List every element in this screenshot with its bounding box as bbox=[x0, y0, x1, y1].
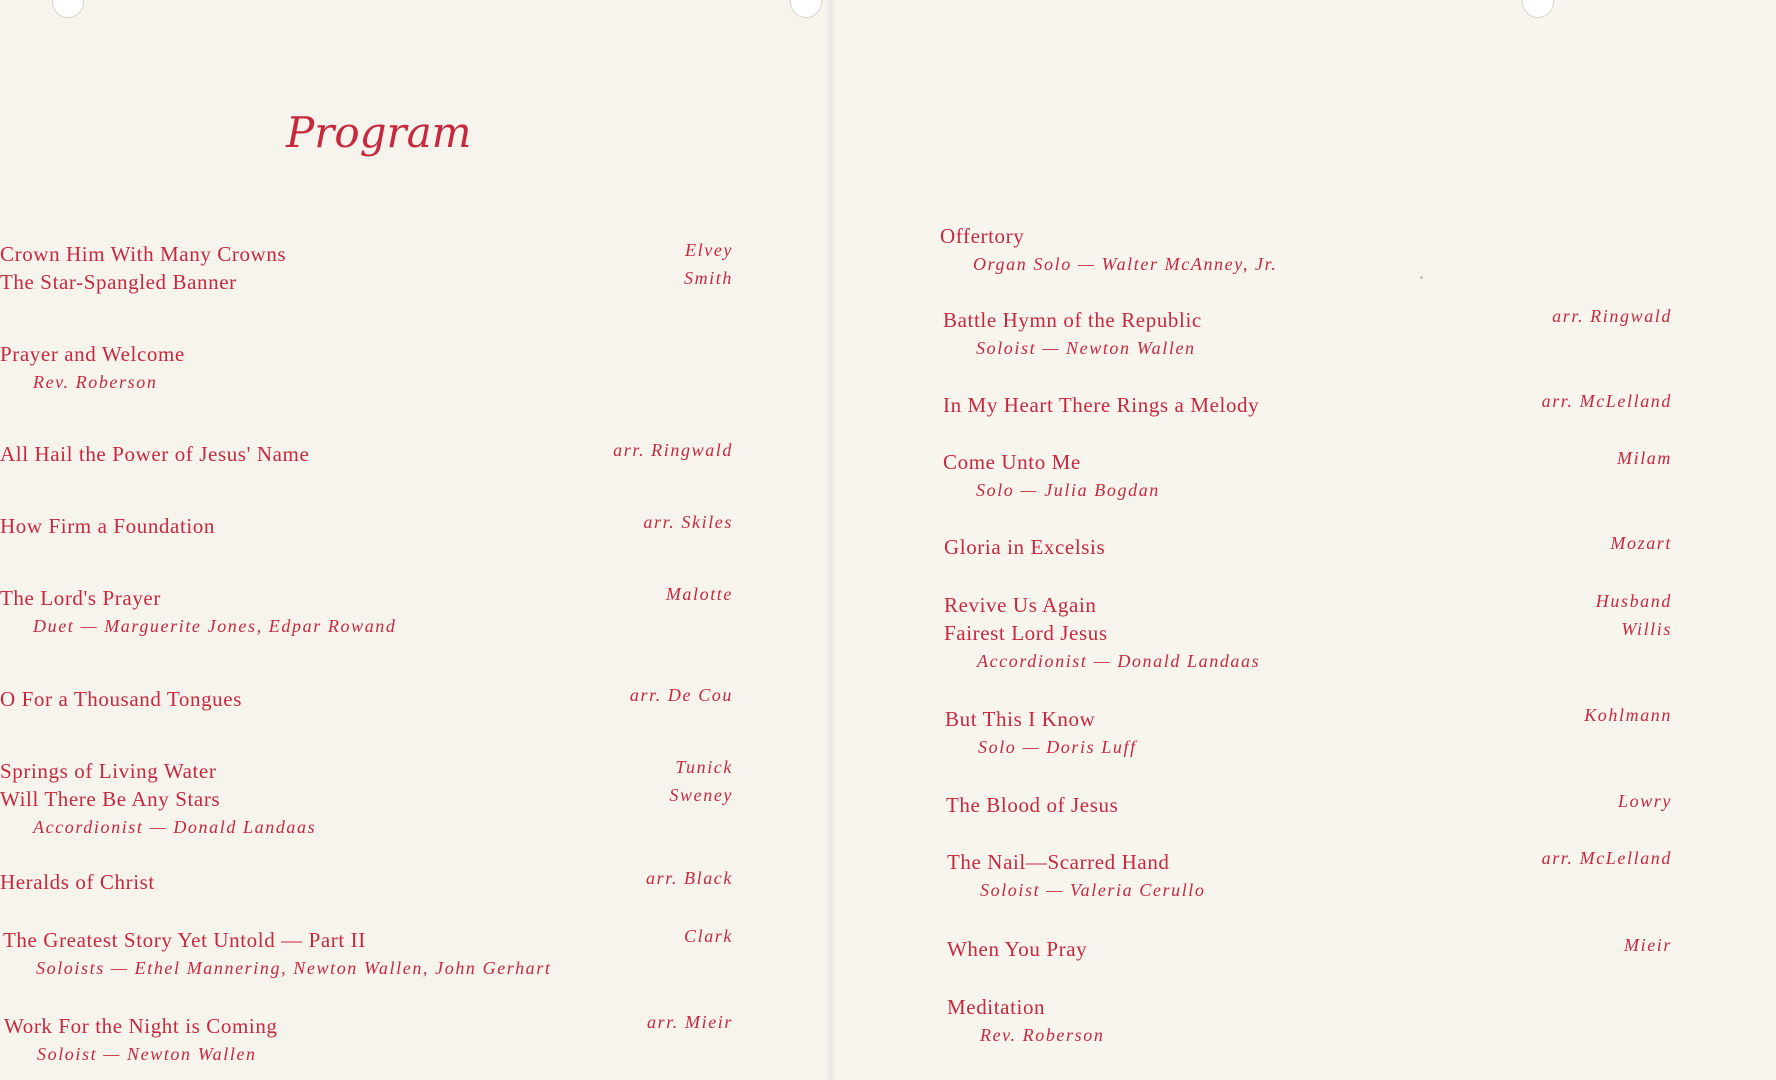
piece-title: The Nail—Scarred Hand bbox=[947, 850, 1170, 874]
program-entry bbox=[943, 306, 1202, 362]
piece-title: O For a Thousand Tongues bbox=[0, 687, 242, 711]
program-entry bbox=[947, 993, 1104, 1049]
composer-credit: Mozart bbox=[1610, 533, 1672, 553]
composer-credit: arr. McLelland bbox=[1541, 848, 1672, 868]
program-entry bbox=[4, 1012, 278, 1068]
composer-credit: Kohlmann bbox=[1584, 705, 1672, 725]
performer-credit: Accordionist — Donald Landaas bbox=[977, 651, 1261, 671]
piece-title: Will There Be Any Stars bbox=[0, 787, 221, 811]
program-title: Program bbox=[286, 108, 472, 157]
paper-speck bbox=[1420, 276, 1423, 279]
composer-credit: Lowry bbox=[1617, 791, 1672, 811]
performer-credit: Accordionist — Donald Landaas bbox=[33, 817, 317, 837]
performer-credit: Soloists — Ethel Mannering, Newton Wallen, John Gerhart bbox=[36, 958, 552, 978]
program-entry bbox=[944, 533, 1105, 561]
composer-credit: arr. McLelland bbox=[1541, 391, 1672, 411]
piece-title: The Blood of Jesus bbox=[946, 793, 1119, 817]
piece-title: Heralds of Christ bbox=[0, 870, 155, 894]
piece-title: But This I Know bbox=[945, 707, 1096, 731]
program-entry bbox=[0, 440, 309, 468]
piece-title: How Firm a Foundation bbox=[0, 514, 216, 538]
composer-credit: Smith bbox=[683, 268, 733, 288]
piece-title: Come Unto Me bbox=[943, 450, 1081, 474]
composer-credit: Malotte bbox=[665, 584, 733, 604]
program-entry bbox=[940, 222, 1277, 278]
left-page bbox=[0, 0, 830, 1080]
composer-credit: Tunick bbox=[675, 757, 733, 777]
performer-credit: Rev. Roberson bbox=[980, 1025, 1105, 1045]
piece-title: The Greatest Story Yet Untold — Part II bbox=[3, 928, 366, 952]
piece-title: Springs of Living Water bbox=[0, 759, 217, 783]
composer-credit: Mieir bbox=[1624, 935, 1672, 955]
program-entry bbox=[0, 685, 242, 713]
performer-credit: Soloist — Newton Wallen bbox=[976, 338, 1196, 358]
program-entry bbox=[943, 448, 1160, 504]
composer-credit: arr. Ringwald bbox=[1552, 306, 1672, 326]
composer-credit: Husband bbox=[1595, 591, 1672, 611]
composer-credit: arr. Ringwald bbox=[613, 440, 733, 460]
piece-title: The Lord's Prayer bbox=[0, 586, 161, 610]
piece-title: When You Pray bbox=[947, 937, 1088, 961]
piece-title: In My Heart There Rings a Melody bbox=[943, 393, 1260, 417]
composer-credit: Milam bbox=[1617, 448, 1672, 468]
composer-credit: arr. De Cou bbox=[629, 685, 733, 705]
program-entry bbox=[0, 868, 155, 896]
performer-credit: Soloist — Valeria Cerullo bbox=[980, 880, 1206, 900]
composer-credit: Elvey bbox=[685, 240, 733, 260]
composer-credit: Clark bbox=[683, 926, 733, 946]
piece-title: Offertory bbox=[940, 224, 1025, 248]
program-entry bbox=[947, 935, 1087, 963]
composer-credit: Willis bbox=[1621, 619, 1672, 639]
composer-credit: arr. Black bbox=[646, 868, 733, 888]
composer-credit: arr. Mieir bbox=[646, 1012, 733, 1032]
program-entry bbox=[0, 757, 316, 841]
program-entry bbox=[943, 391, 1259, 419]
composer-credit: Sweney bbox=[669, 785, 733, 805]
program-entry bbox=[945, 705, 1137, 761]
piece-title: Revive Us Again bbox=[944, 593, 1097, 617]
program-entry bbox=[3, 926, 552, 982]
center-fold bbox=[826, 0, 836, 1080]
performer-credit: Solo — Doris Luff bbox=[978, 737, 1137, 757]
program-entry bbox=[0, 340, 185, 396]
program-entry bbox=[0, 512, 215, 540]
performer-credit: Rev. Roberson bbox=[33, 372, 158, 392]
performer-credit: Duet — Marguerite Jones, Edpar Rowand bbox=[33, 616, 397, 636]
performer-credit: Organ Solo — Walter McAnney, Jr. bbox=[973, 254, 1278, 274]
piece-title: Work For the Night is Coming bbox=[4, 1014, 278, 1038]
program-entry bbox=[947, 848, 1206, 904]
performer-credit: Solo — Julia Bogdan bbox=[976, 480, 1160, 500]
piece-title: Prayer and Welcome bbox=[0, 342, 185, 366]
performer-credit: Soloist — Newton Wallen bbox=[37, 1044, 257, 1064]
piece-title: Battle Hymn of the Republic bbox=[943, 308, 1202, 332]
piece-title: All Hail the Power of Jesus' Name bbox=[0, 442, 310, 466]
program-entry bbox=[0, 584, 397, 640]
piece-title: The Star-Spangled Banner bbox=[0, 270, 237, 294]
program-entry bbox=[0, 240, 286, 296]
program-entry bbox=[946, 791, 1118, 819]
piece-title: Meditation bbox=[947, 995, 1046, 1019]
piece-title: Crown Him With Many Crowns bbox=[0, 242, 287, 266]
piece-title: Fairest Lord Jesus bbox=[944, 621, 1108, 645]
program-entry bbox=[944, 591, 1260, 675]
piece-title: Gloria in Excelsis bbox=[944, 535, 1106, 559]
composer-credit: arr. Skiles bbox=[643, 512, 733, 532]
